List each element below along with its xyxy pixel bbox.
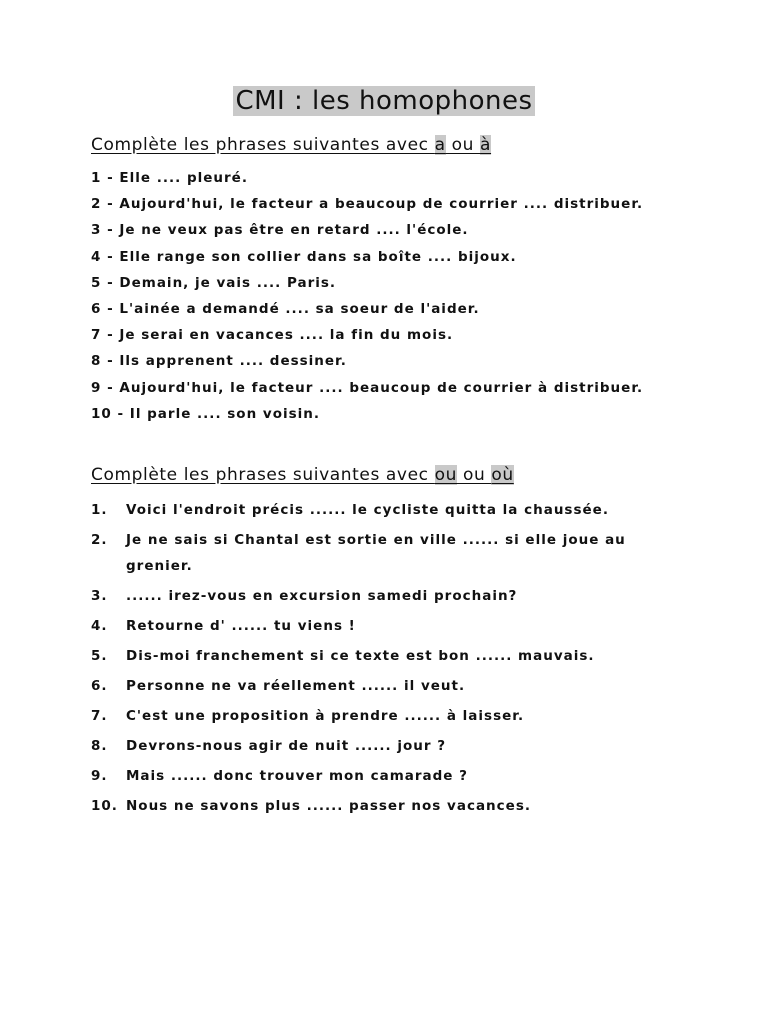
numbered-item bbox=[91, 583, 691, 609]
item-number: 10. bbox=[91, 798, 118, 814]
numbered-item bbox=[91, 763, 691, 789]
section-1-heading-middle: ou bbox=[445, 135, 481, 155]
section-2-highlight-b: où bbox=[491, 465, 514, 485]
item-text: Personne ne va réellement ...... il veut. bbox=[126, 678, 466, 694]
item-text: Devrons-nous agir de nuit ...... jour ? bbox=[126, 738, 447, 754]
exercise-item: 9 - Aujourd'hui, le facteur .... beaucoup de courrier à distribuer. bbox=[91, 379, 644, 396]
item-text: Retourne d' ...... tu viens ! bbox=[126, 618, 356, 634]
numbered-item bbox=[91, 793, 691, 819]
numbered-item bbox=[91, 673, 691, 699]
item-text: Nous ne savons plus ...... passer nos vacances. bbox=[126, 798, 531, 814]
item-text: ...... irez-vous en excursion samedi prochain? bbox=[126, 588, 518, 604]
item-number: 6. bbox=[91, 678, 108, 694]
numbered-item bbox=[91, 527, 691, 579]
section-2-heading-middle: ou bbox=[457, 465, 492, 485]
exercise-item: 7 - Je serai en vacances .... la fin du mois. bbox=[91, 327, 454, 344]
exercise-item: 4 - Elle range son collier dans sa boîte .... bijoux. bbox=[91, 248, 517, 265]
section-1-highlight-b: à bbox=[480, 135, 492, 155]
exercise-item: 10 - Il parle .... son voisin. bbox=[91, 405, 320, 422]
item-number: 3. bbox=[91, 588, 108, 604]
section-2-heading bbox=[91, 464, 514, 486]
item-text: Je ne sais si Chantal est sortie en ville ...... si elle joue au grenier. bbox=[126, 532, 626, 574]
numbered-item bbox=[91, 497, 691, 523]
numbered-item bbox=[91, 703, 691, 729]
item-number: 4. bbox=[91, 618, 108, 634]
section-2-exercise-list bbox=[91, 497, 691, 823]
section-1-heading bbox=[91, 134, 491, 156]
item-number: 8. bbox=[91, 738, 108, 754]
section-1-exercise-list bbox=[91, 167, 643, 429]
item-number: 9. bbox=[91, 768, 108, 784]
exercise-item: 6 - L'ainée a demandé .... sa soeur de l'aider. bbox=[91, 300, 480, 317]
exercise-item: 2 - Aujourd'hui, le facteur a beaucoup de courrier .... distribuer. bbox=[91, 196, 644, 213]
numbered-item bbox=[91, 643, 691, 669]
item-text: C'est une proposition à prendre ...... à laisser. bbox=[126, 708, 525, 724]
section-1-heading-prefix: Complète les phrases suivantes avec bbox=[91, 135, 435, 155]
section-2-highlight-a: ou bbox=[434, 465, 457, 485]
section-1-highlight-a: a bbox=[434, 135, 446, 155]
item-number: 2. bbox=[91, 532, 108, 548]
item-number: 1. bbox=[91, 502, 108, 518]
item-text: Dis-moi franchement si ce texte est bon ...... mauvais. bbox=[126, 648, 595, 664]
numbered-item bbox=[91, 613, 691, 639]
exercise-item: 1 - Elle .... pleuré. bbox=[91, 170, 248, 186]
numbered-item bbox=[91, 733, 691, 759]
page-title-text: CMI : les homophones bbox=[235, 86, 533, 116]
item-text: Voici l'endroit précis ...... le cycliste quitta la chaussée. bbox=[126, 502, 609, 518]
item-text: Mais ...... donc trouver mon camarade ? bbox=[126, 768, 468, 784]
exercise-item: 5 - Demain, je vais .... Paris. bbox=[91, 274, 337, 291]
item-number: 5. bbox=[91, 648, 108, 664]
item-number: 7. bbox=[91, 708, 108, 724]
section-2-heading-prefix: Complète les phrases suivantes avec bbox=[91, 465, 435, 485]
exercise-item: 3 - Je ne veux pas être en retard .... l'école. bbox=[91, 222, 469, 239]
exercise-item: 8 - Ils apprenent .... dessiner. bbox=[91, 353, 347, 370]
page-title bbox=[0, 84, 768, 118]
